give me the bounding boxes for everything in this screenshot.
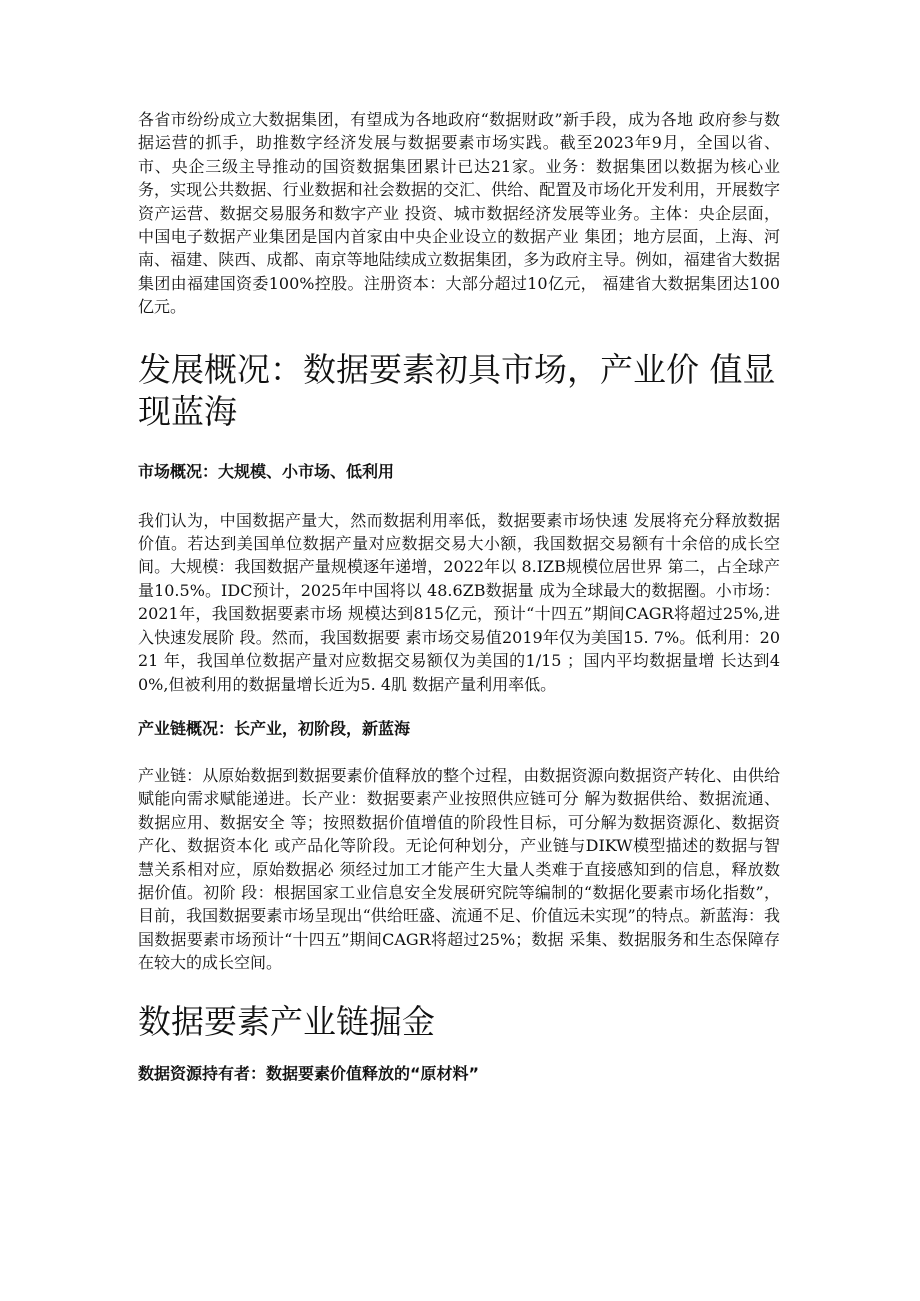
subheading-data-resource-holder: 数据资源持有者：数据要素价值释放的“原材料”	[138, 1063, 480, 1083]
heading-development-overview: 发展概况：数据要素初具市场，产业价 值显现蓝海	[138, 349, 776, 431]
document-page	[138, 108, 780, 1085]
subheading-market-overview: 市场概况：大规模、小市场、低利用	[138, 461, 395, 481]
paragraph-industry-chain: 产业链：从原始数据到数据要素价值释放的整个过程，由数据资源向数据资产转化、由供给赋能向需求赋能递进。长产业：数据要素产业按照供应链可分 解为数据供给、数据流通、数据应用、数据安全 等；按照数据价值增值的阶段性目标，可分解为数据资源化、数据资产化、数据资本化 或产品化等阶段。无论何种划分，产业链与DIKW模型描述的数据与智慧关系相对应，原始数据必 须经过加工才能产生大量人类难于直接感知到的信息，释放数据价值。初阶 段：根据国家工业信息安全发展研究院等编制的“数据化要素市场化指数”， 目前，我国数据要素市场呈现出“供给旺盛、流通不足、价值远未实现”的特点。新蓝海：我国数据要素市场预计“十四五”期间CAGR将超过25%；数据 采集、数据服务和生态保障存在较大的成长空间。	[138, 765, 780, 973]
subheading-industry-chain: 产业链概况：长产业，初阶段，新蓝海	[138, 718, 411, 738]
paragraph-intro: 各省市纷纷成立大数据集团，有望成为各地政府“数据财政”新手段，成为各地 政府参与数据运营的抓手，助推数字经济发展与数据要素市场实践。截至2023年9月，全国以省、市、央企三级主导推动的国资数据集团累计已达21家。业务：数据集团以数据为核心业务，实现公共数据、行业数据和社会数据的交汇、供给、配置及市场化开发利用，开展数字资产运营、数据交易服务和数字产业 投资、城市数据经济发展等业务。主体：央企层面，中国电子数据产业集团是国内首家由中央企业设立的数据产业 集团；地方层面，上海、河南、福建、陕西、成都、南京等地陆续成立数据集团，多为政府主导。例如，福建省大数据集团由福建国资委100%控股。注册资本：大部分超过10亿元， 福建省大数据集团达100亿元。	[138, 110, 780, 317]
paragraph-market-overview: 我们认为，中国数据产量大，然而数据利用率低，数据要素市场快速 发展将充分释放数据价值。若达到美国单位数据产量对应数据交易大小额，我国数据交易额有十余倍的成长空间。大规模：我国数据产量规模逐年递增，2022年以 8.IZB规模位居世界 第二，占全球产量10.5%。IDC预计，2025年中国将以 48.6ZB数据量 成为全球最大的数据圈。小市场：2021年，我国数据要素市场 规模达到815亿元，预计“十四五”期间CAGR将超过25%,进入快速发展阶 段。然而，我国数据要 素市场交易值2019年仅为美国15. 7%。低利用：2021 年，我国单位数据产量对应数据交易额仅为美国的1/15 ；国内平均数据量增 长达到40%,但被利用的数据量增长近为5. 4肌 数据产量利用率低。	[138, 510, 780, 694]
heading-industry-chain-gold: 数据要素产业链掘金	[138, 1001, 435, 1041]
